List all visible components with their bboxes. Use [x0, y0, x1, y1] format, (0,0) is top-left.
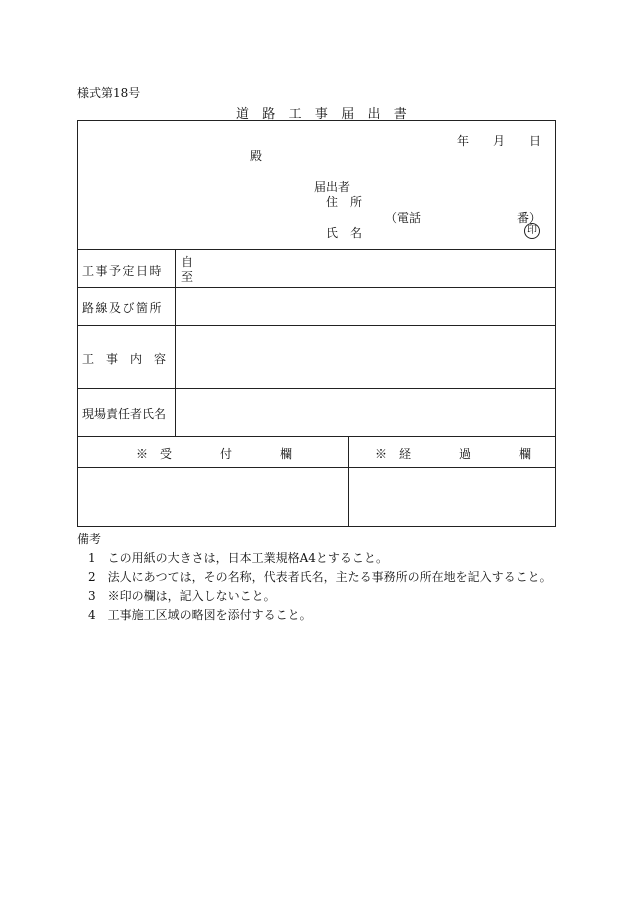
seal-mark: 印	[524, 223, 540, 239]
route-input[interactable]	[178, 290, 552, 322]
note-item: 2 法人にあつては，その名称，代表者氏名，主たる事務所の所在地を記入すること。	[88, 570, 552, 584]
row-label-schedule: 工事予定日時	[82, 264, 164, 278]
schedule-input[interactable]	[198, 252, 548, 284]
document-title: 道 路 工 事 届 出 書	[236, 107, 407, 122]
addressee-suffix: 殿	[250, 149, 263, 163]
notes-title: 備考	[77, 532, 102, 546]
label-column-divider	[175, 249, 176, 436]
note-item: 4 工事施工区域の略図を添付すること。	[88, 608, 312, 622]
row-divider	[77, 249, 556, 250]
row-divider	[77, 467, 556, 468]
row-divider	[77, 436, 556, 437]
note-item: 1 この用紙の大きさは，日本工業規格A4とすること。	[88, 551, 388, 565]
schedule-to: 至	[181, 270, 194, 284]
name-label: 氏 名	[326, 226, 363, 240]
row-divider	[77, 325, 556, 326]
row-divider	[77, 388, 556, 389]
note-item: 3 ※印の欄は，記入しないこと。	[88, 589, 276, 603]
form-number: 様式第18号	[77, 86, 141, 100]
progress-column-header: ※ 経 過 欄	[375, 447, 532, 461]
row-label-work-content: 工 事 内 容	[82, 352, 167, 366]
work-content-input[interactable]	[178, 328, 552, 385]
applicant-label: 届出者	[314, 180, 351, 194]
row-label-route: 路線及び箇所	[82, 301, 164, 315]
address-label: 住 所	[326, 195, 363, 209]
phone-label: （電話 番）	[385, 211, 542, 225]
reception-column-header: ※ 受 付 欄	[136, 447, 293, 461]
row-label-supervisor: 現場責任者氏名	[82, 407, 167, 421]
supervisor-input[interactable]	[178, 391, 552, 433]
office-column-divider	[348, 436, 349, 527]
row-divider	[77, 287, 556, 288]
date-field[interactable]: 年 月 日	[457, 134, 542, 148]
schedule-from: 自	[181, 255, 194, 269]
